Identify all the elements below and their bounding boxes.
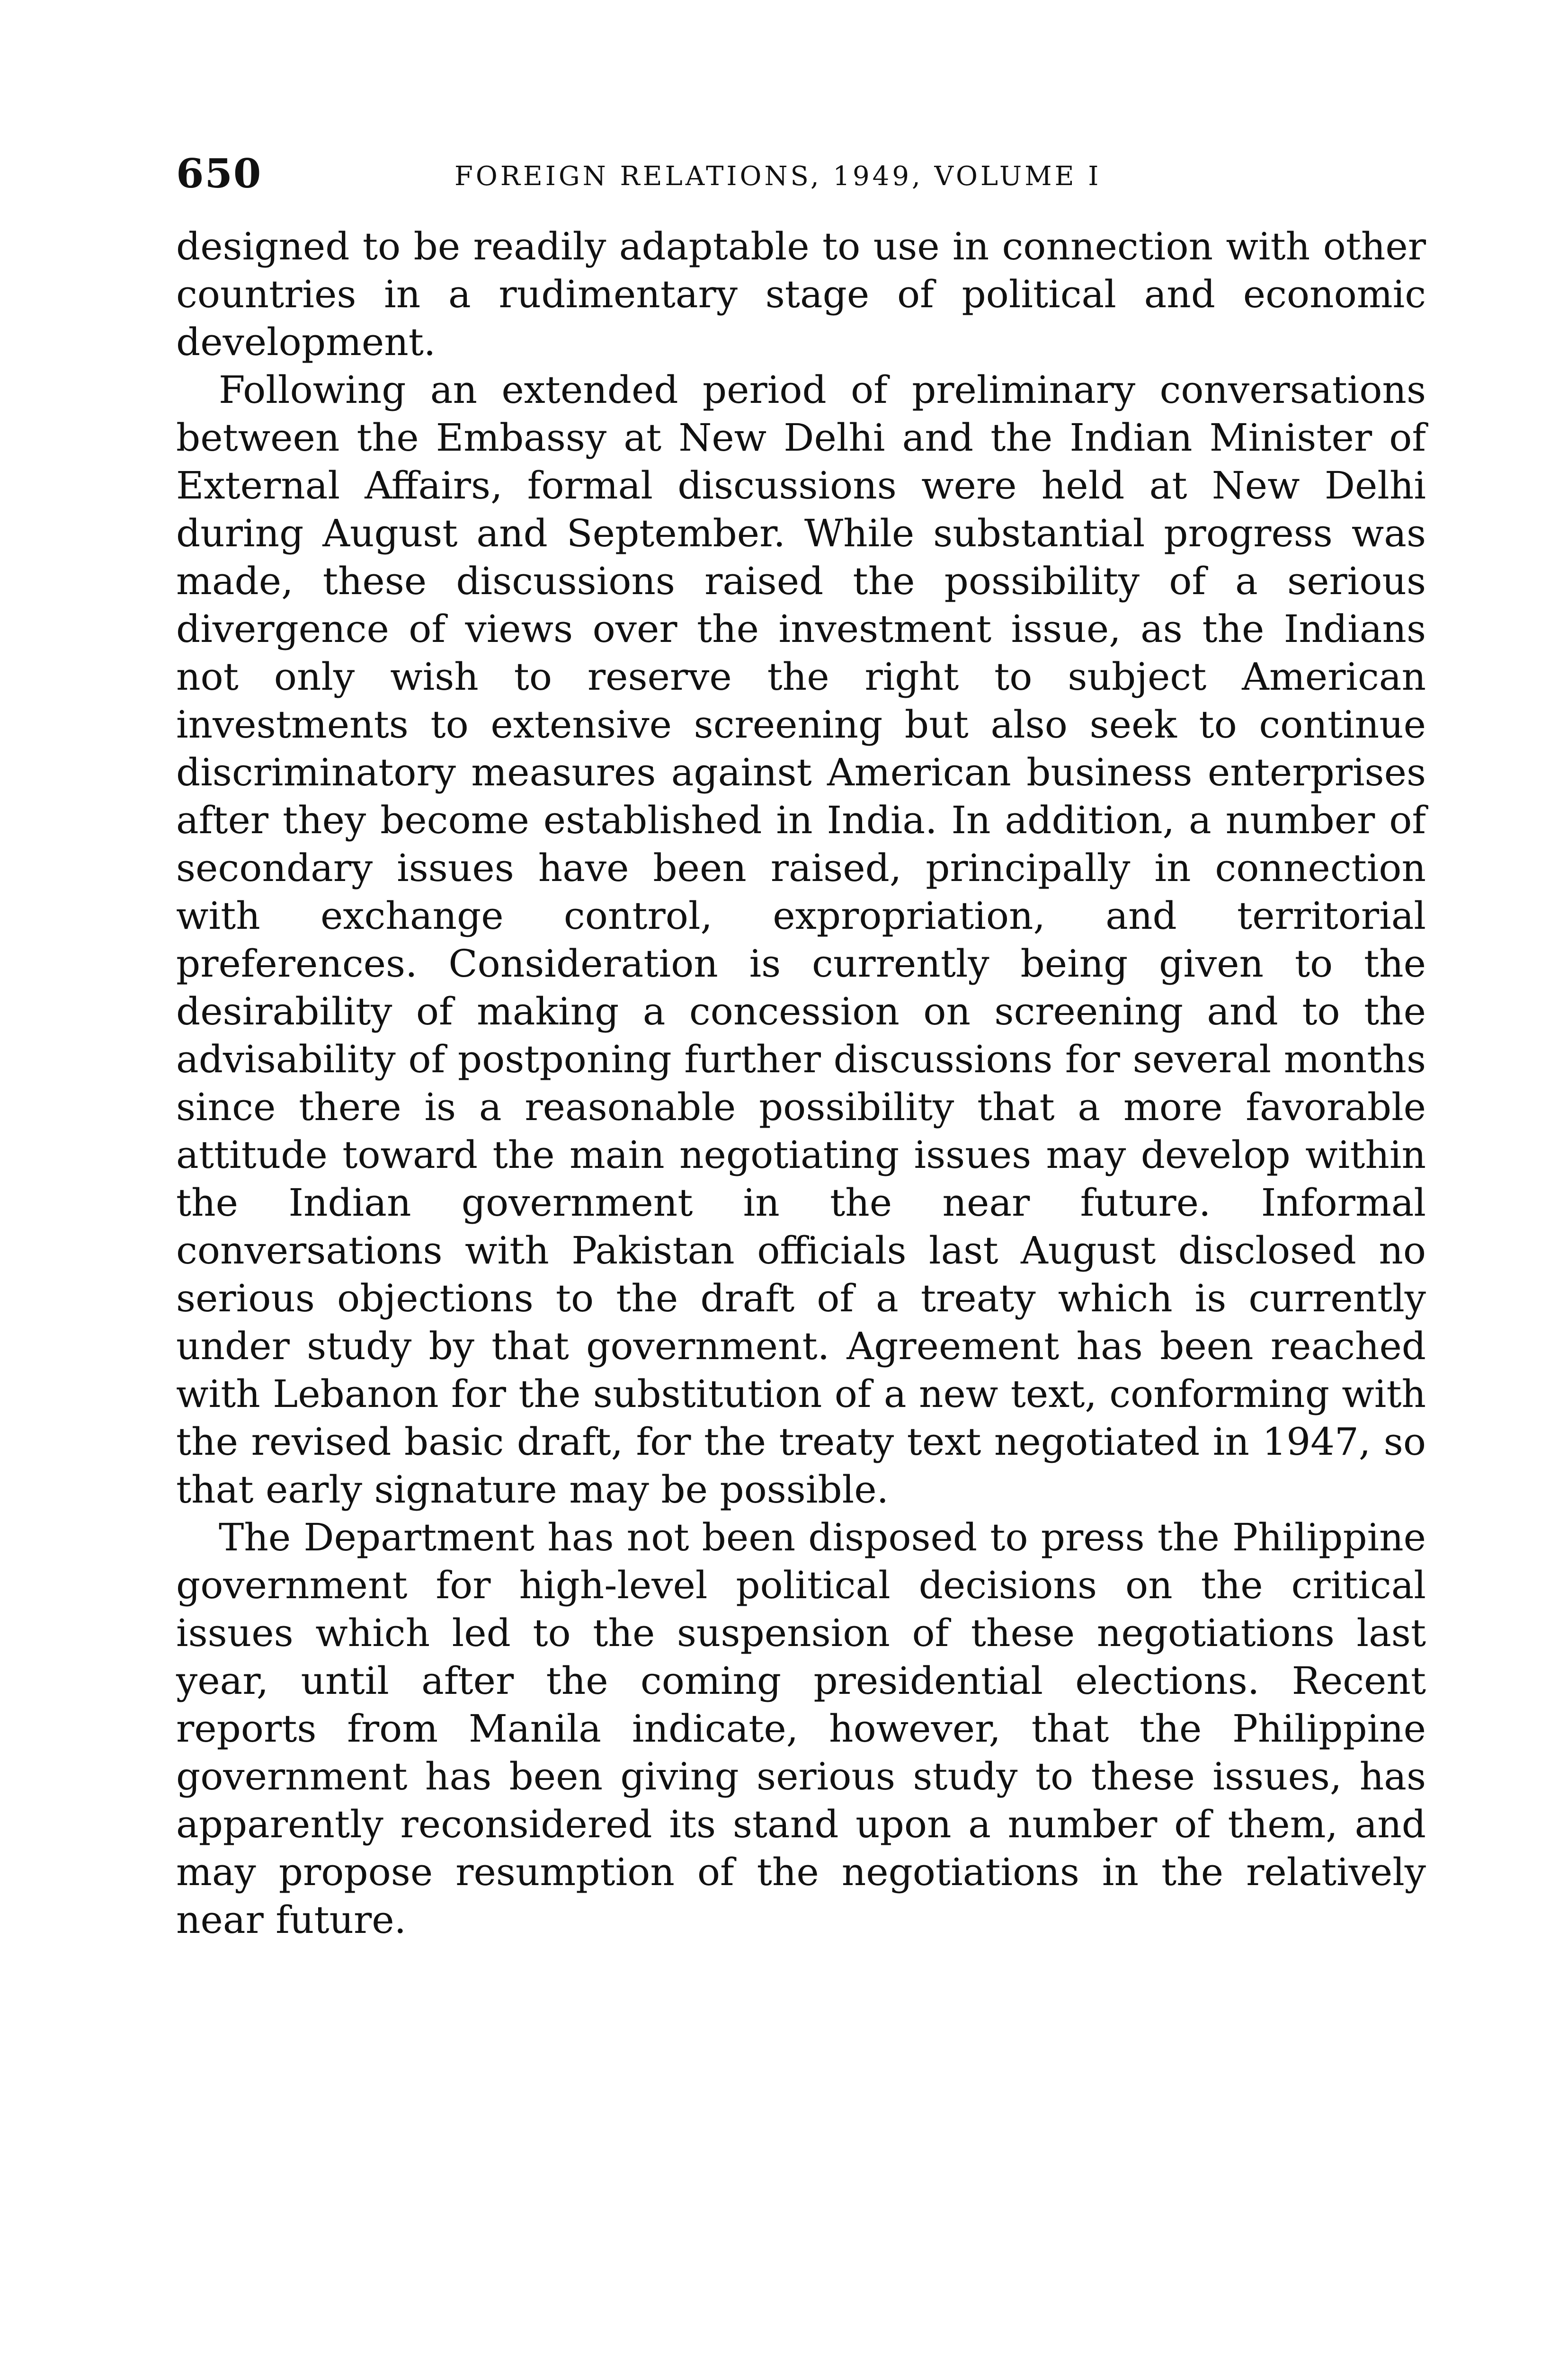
running-head [176, 148, 1426, 200]
paragraph-continuation: designed to be readily adaptable to use in connection with other countries in a rudimentary stage of political and economic development. [176, 224, 1426, 364]
paragraph-india-pakistan-lebanon: Following an extended period of preliminary conversations between the Embassy at New Delhi and the Indian Minister of External Affairs, formal discussions were held at New Delhi during August and September. While substantial progress was made, these discussions raised the possibility of a serious divergence of views over the investment issue, as the Indians not only wish to reserve the right to subject American investments to extensive screening but also seek to continue discriminatory measures against American business enterprises after they become established in India. In addition, a number of secondary issues have been raised, principally in connection with exchange control, expropriation, and territorial preferences. Consideration is currently being given to the desirability of making a concession on screening and to the advisability of postponing further discussions for several months since there is a reasonable possibility that a more favorable attitude toward the main negotiating issues may develop within the Indian government in the near future. Informal conversations with Pakistan officials last August disclosed no serious objections to the draft of a treaty which is currently under study by that government. Agreement has been reached with Lebanon for the substitution of a new text, conforming with the revised basic draft, for the treaty text negotiated in 1947, so that early signature may be possible. [176, 368, 1426, 1512]
paragraph-philippines: The Department has not been disposed to press the Philippine government for high-level political decisions on the critical issues which led to the suspension of these negotiations last year, until after the coming presidential elections. Recent reports from Manila indicate, however, that the Philippine government has been giving serious study to these issues, has apparently reconsidered its stand upon a number of them, and may propose resumption of the negotiations in the relatively near future. [176, 1515, 1426, 1942]
page-number: 650 [176, 150, 262, 197]
body-text [176, 222, 1426, 1944]
running-title: FOREIGN RELATIONS, 1949, VOLUME I [454, 161, 1102, 192]
